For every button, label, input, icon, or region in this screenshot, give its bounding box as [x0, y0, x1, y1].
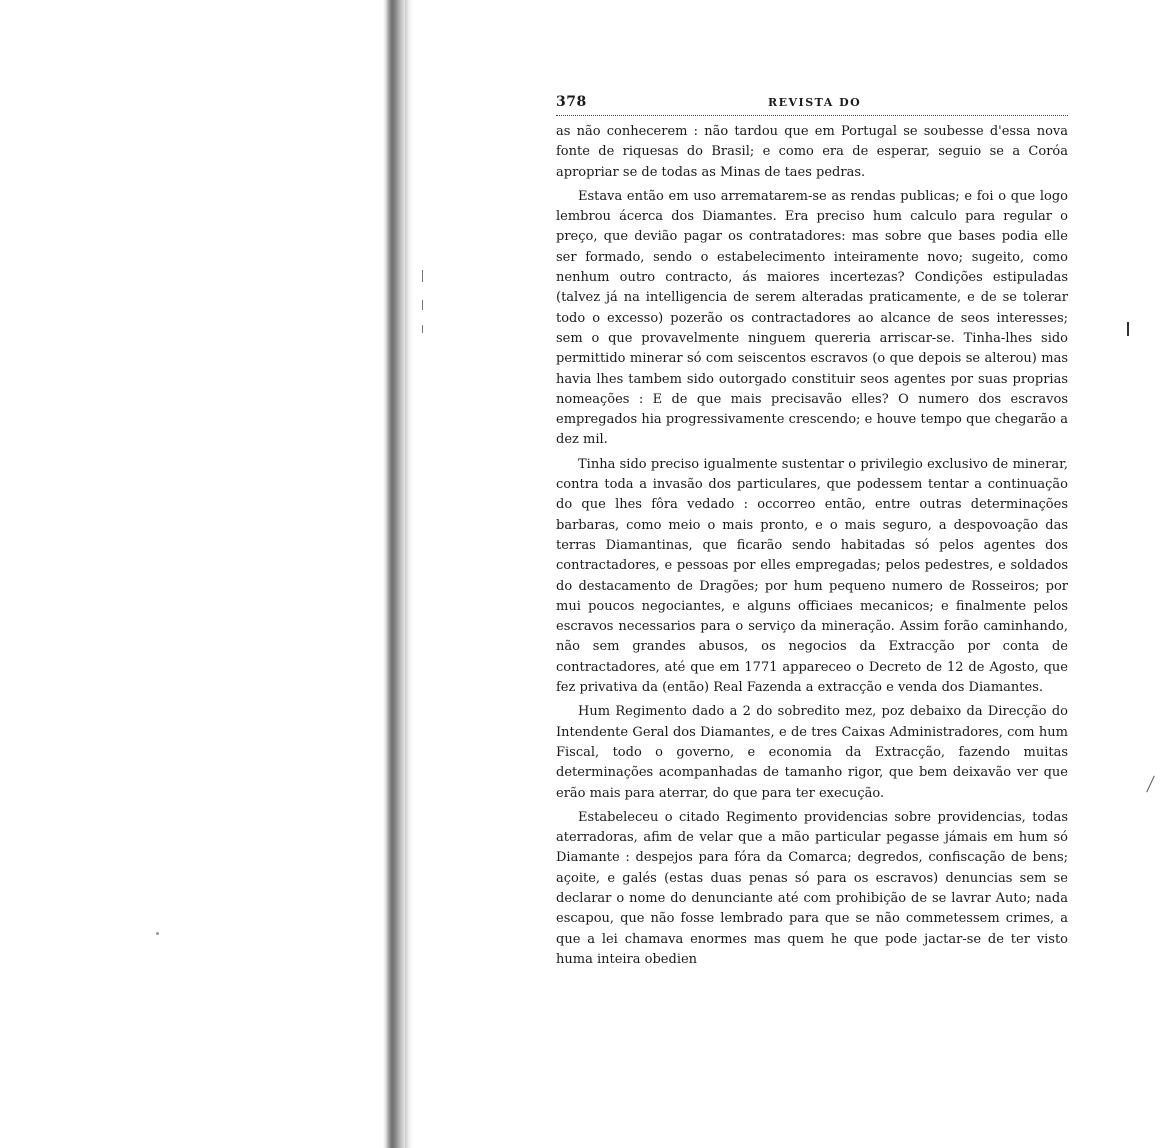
page-header — [556, 92, 1068, 114]
paragraph: Tinha sido preciso igualmente sustentar o privilegio exclusivo de minerar, contra toda a invasão dos particulares, que podessem tentar a continuação do que lhes fôra vedado : occorreo então, entre outras determinações barbaras, como meio o mais pronto, e o mais seguro, a despovoação das terras Diamantinas, que ficarão sendo habitadas só pelos agentes dos contractadores, e pessoas por elles empregadas; pelos pedestres, e soldados do destacamento de Dragões; por hum pequeno numero de Rosseiros; por mui poucos negociantes, e alguns officiaes mecanicos; e finalmente pelos escravos necessarios para o serviço da mineração. Assim forão caminhando, não sem grandes abusos, os negocios da Extracção por conta de contractadores, até que em 1771 appareceo o Decreto de 12 de Agosto, que fez privativa da (então) Real Fazenda a extracção e venda dos Diamantes. — [556, 456, 1068, 696]
book-page — [556, 92, 1068, 970]
margin-mark — [1146, 776, 1155, 793]
paragraph: Hum Regimento dado a 2 do sobredito mez, poz debaixo da Direcção do Intendente Geral dos Diamantes, e de tres Caixas Administradores, com hum Fiscal, todo o governo, e economia da Extracção, fazendo muitas determinações acompanhadas de tamanho rigor, que bem deixavão ver que erão mais para aterrar, do que para ter execução. — [556, 704, 1068, 801]
header-rule — [556, 115, 1068, 116]
body-text — [556, 122, 1068, 970]
running-head: REVISTA DO — [768, 96, 862, 109]
margin-mark — [1127, 322, 1129, 336]
gutter-shadow — [405, 0, 413, 1148]
paragraph: Estabeleceu o citado Regimento providencias sobre providencias, todas aterradoras, afim de velar que a mão particular pegasse jámais em hum só Diamante : despejos para fóra da Comarca; degredos, confiscação de bens; açoite, e galés (estas duas penas só para os escravos) denuncias sem se declarar o nome do denunciante até com prohibição de se lavrar Auto; nada escapou, que não fosse lembrado para que se não commetessem crimes, a que a lei chamava enormes mas quem he que pode jactar-se de ter visto huma inteira obedien — [556, 809, 1068, 967]
margin-mark — [422, 270, 423, 282]
paragraph: as não conhecerem : não tardou que em Portugal se soubesse d'essa nova fonte de riquesas do Brasil; e como era de esperar, seguio se a Coróa apropriar se de todas as Minas de taes pedras. — [556, 124, 1068, 180]
margin-mark — [422, 300, 423, 310]
paragraph: Estava então em uso arrematarem-se as rendas publicas; e foi o que logo lembrou ácerca dos Diamantes. Era preciso hum calculo para regular o preço, que devião pagar os contratadores: mas sobre que bases podia elle ser formado, sendo o estabelecimento inteiramente novo; sugeito, como nenhum outro contracto, ás maiores incertezas? Condições estipuladas (talvez já na intelligencia de serem alteradas praticamente, e de se tolerar todo o excesso) pozerão os contractadores ao alcance de seos interesses; sem o que provavelmente ninguem quereria arriscar-se. Tinha-lhes sido permittido minerar só com seiscentos escravos (o que depois se alterou) mas havia lhes tambem sido outorgado constituir seos agentes por suas proprias nomeações : E de que mais precisavão elles? O numero dos escravos empregados hia progressivamente crescendo; e houve tempo que chegarão a dez mil. — [556, 188, 1068, 448]
page-number: 378 — [556, 94, 587, 110]
margin-mark — [156, 932, 159, 935]
margin-mark — [422, 325, 423, 333]
